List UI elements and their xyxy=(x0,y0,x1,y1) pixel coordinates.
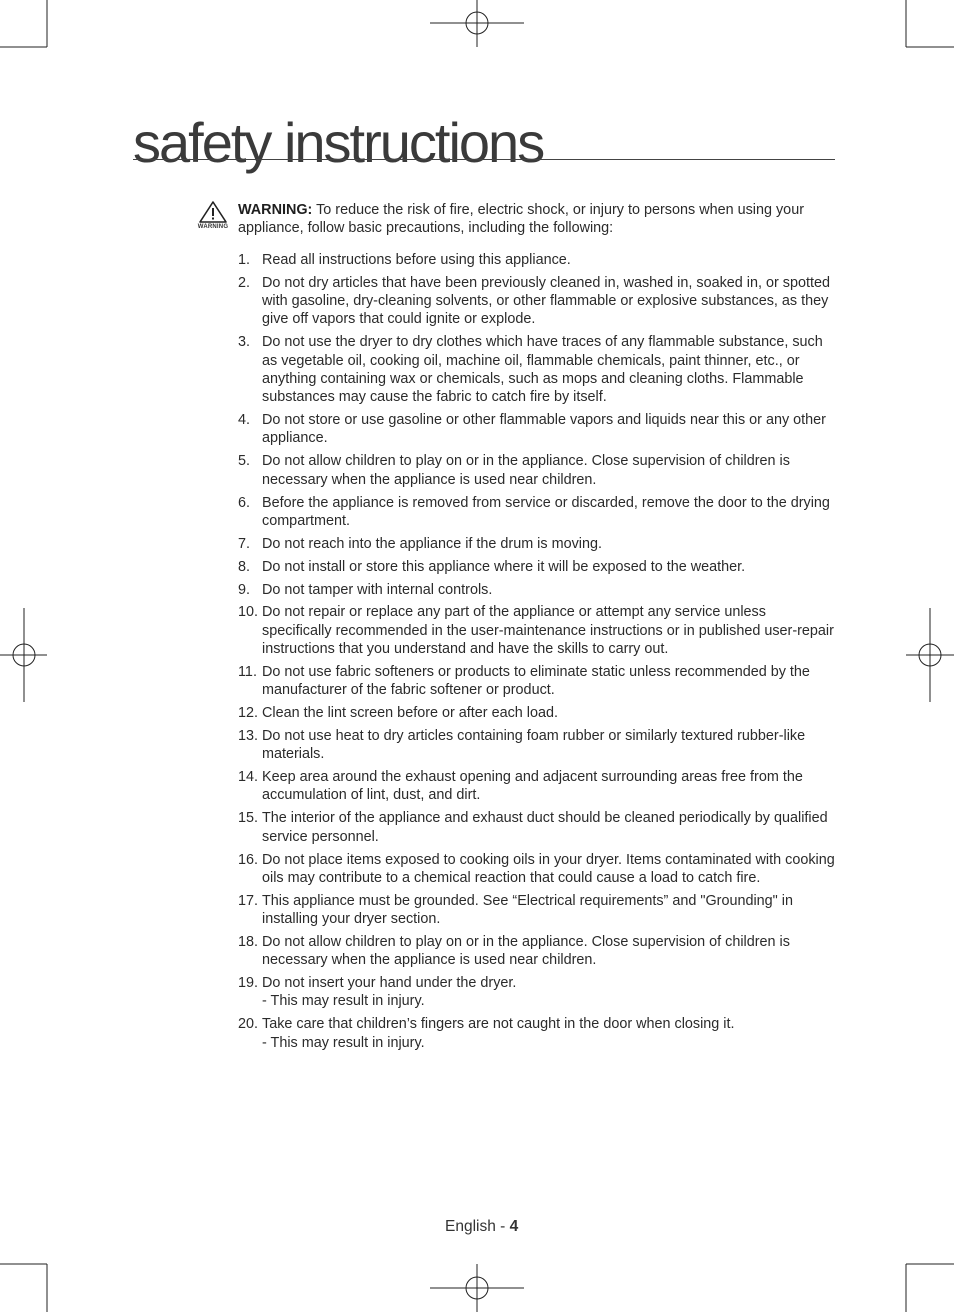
list-item: 6. Before the appliance is removed from service or discarded, remove the door to the drying compartment. xyxy=(238,494,830,529)
warning-badge xyxy=(195,201,231,235)
list-item: 20. Take care that children’s fingers are not caught in the door when closing it. - This may result in injury. xyxy=(238,1015,836,1052)
list-item: 19. Do not insert your hand under the dryer. - This may result in injury. xyxy=(238,974,836,1011)
list-item: 2. Do not dry articles that have been previously cleaned in, washed in, soaked in, or spotted with gasoline, dry-cleaning solvents, or other flammable or explosive substances, as they give off vapors that could ignite or explode. xyxy=(238,274,830,328)
list-item: 17. This appliance must be grounded. See “Electrical requirements” and "Grounding" in installing your dryer section. xyxy=(238,892,793,927)
list-item: 4. Do not store or use gasoline or other flammable vapors and liquids near this or any other appliance. xyxy=(238,412,826,447)
list-item: 18. Do not allow children to play on or in the appliance. Close supervision of children is necessary when the appliance is used near children. xyxy=(238,933,790,969)
list-item: 3. Do not use the dryer to dry clothes which have traces of any flammable substance, such as vegetable oil, cooking oil, machine oil, flammable chemicals, paint thinner, etc., or anything containing wax or chemicals, such as mops and cleaning cloths. Flammable substances may cause the fabric to catch fire by itself. xyxy=(238,334,823,406)
list-item: 9. Do not tamper with internal controls. xyxy=(238,581,493,598)
list-item: 12. Clean the lint screen before or after each load. xyxy=(238,705,558,722)
footer-language: English - xyxy=(445,1218,510,1235)
safety-instructions-list xyxy=(238,251,836,1056)
list-item-note: - This may result in injury. xyxy=(262,1034,425,1051)
list-item-note: - This may result in injury. xyxy=(262,993,425,1010)
warning-statement xyxy=(238,201,838,237)
list-item: 5. Do not allow children to play on or in the appliance. Close supervision of children is necessary when the appliance is used near children. xyxy=(238,453,790,488)
page-title: safety instructions xyxy=(133,111,544,174)
list-item: 1. Read all instructions before using this appliance. xyxy=(238,252,571,268)
warning-lead: WARNING: xyxy=(238,202,313,218)
list-item: 8. Do not install or store this appliance where it will be exposed to the weather. xyxy=(238,558,746,575)
list-item: 14. Keep area around the exhaust opening and adjacent surrounding areas free from the accumulation of lint, dust, and dirt. xyxy=(238,769,803,804)
title-underline xyxy=(133,159,835,160)
warning-icon-caption: WARNING xyxy=(197,224,229,230)
list-item: 16. Do not place items exposed to cooking oils in your dryer. Items contaminated with cooking oils may contribute to a chemical reaction that could cause a load to catch fire. xyxy=(238,851,835,886)
list-item: 7. Do not reach into the appliance if the drum is moving. xyxy=(238,535,602,552)
list-item: 10. Do not repair or replace any part of the appliance or attempt any service unless specifically recommended in the user-maintenance instructions or in published user-repair instructions that you understand and have the skills to carry out. xyxy=(238,604,834,657)
page-number: 4 xyxy=(509,1218,519,1235)
warning-body: To reduce the risk of fire, electric shock, or injury to persons when using your appliance, follow basic precautions, including the following: xyxy=(238,202,804,237)
list-item: 11. Do not use fabric softeners or products to eliminate static unless recommended by the manufacturer of the fabric softener or product. xyxy=(238,663,810,699)
list-item: 13. Do not use heat to dry articles containing foam rubber or similarly textured rubber-like materials. xyxy=(238,727,806,763)
warning-triangle-icon xyxy=(199,201,227,223)
list-item: 15. The interior of the appliance and exhaust duct should be cleaned periodically by qualified service personnel. xyxy=(238,810,828,845)
